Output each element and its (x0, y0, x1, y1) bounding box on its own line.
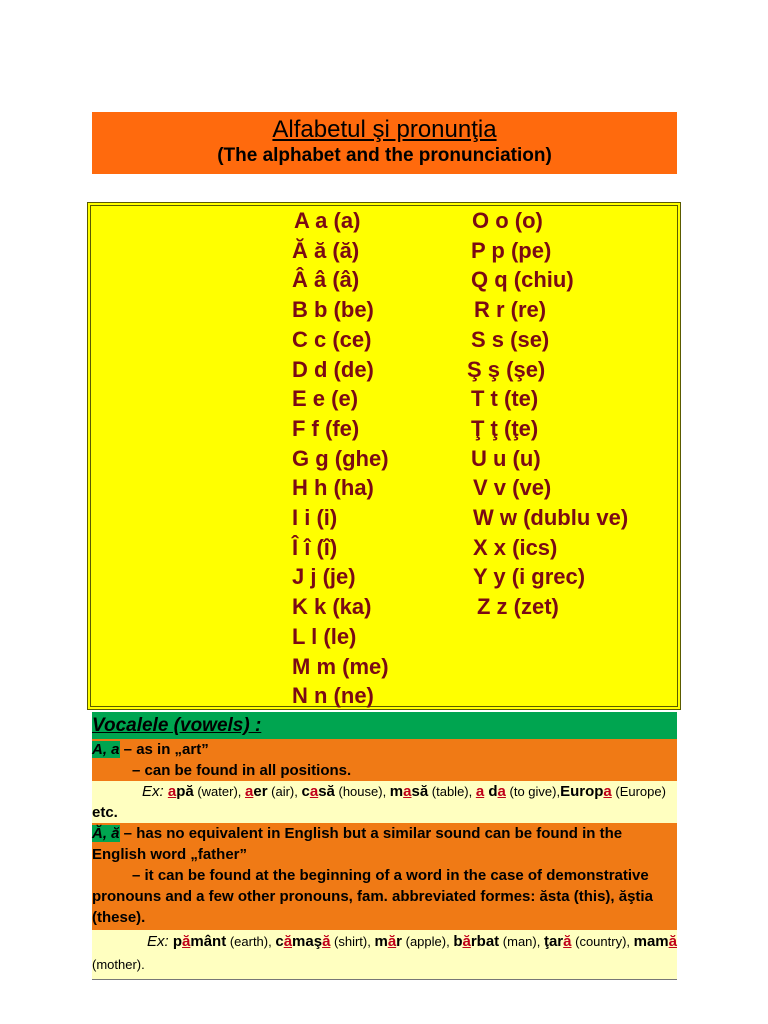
right-letter-1: P p (pe) (471, 237, 552, 263)
left-letter-8: G g (ghe) (292, 445, 389, 471)
a-example-4: a da (to give), (475, 783, 561, 800)
left-letter-1: Ă ă (ă) (292, 237, 360, 263)
vowel-a-description (92, 739, 677, 781)
left-letter-13: K k (ka) (292, 594, 372, 620)
left-letter-14: L l (le) (292, 623, 357, 649)
a-example-0: apă (water), (167, 783, 246, 800)
examples-label: Ex: (142, 783, 164, 800)
left-letter-5: D d (de) (292, 356, 374, 382)
left-letter-10: I i (i) (292, 505, 338, 530)
left-letter-16: N n (ne) (292, 683, 374, 709)
vowel-ab-description (92, 823, 677, 930)
left-letter-4: C c (ce) (292, 326, 372, 352)
left-letter-15: M m (me) (292, 653, 389, 679)
title-box (92, 112, 677, 174)
right-letter-13: Z z (zet) (477, 594, 559, 620)
ab-example-5: mamă (mother). (92, 933, 677, 972)
right-letter-5: Ş ş (şe) (467, 356, 546, 382)
left-letter-3: B b (be) (292, 297, 374, 323)
vowels-heading: Vocalele (vowels) : (92, 715, 262, 736)
right-letter-8: U u (u) (471, 445, 541, 471)
ab-example-2: măr (apple), (374, 933, 454, 950)
vowels-heading-bar (92, 712, 677, 739)
left-letter-9: H h (ha) (292, 475, 374, 501)
vowel-ab-examples (92, 930, 677, 979)
a-example-5: Europa (Europe) (560, 783, 666, 800)
right-letter-10: W w (dublu ve) (473, 505, 629, 530)
etc-text: etc. (92, 804, 118, 821)
vowel-a-desc: – as in „art” (119, 741, 209, 758)
left-letter-7: F f (fe) (292, 415, 360, 441)
divider (92, 979, 677, 980)
a-example-1: aer (air), (245, 783, 302, 800)
vowel-ab-desc2: – it can be found at the beginning of a word in the case of demonstrative pronouns and a few other pronouns, fam. abbreviated formes: ăsta (this), ăştia (these). (92, 867, 653, 926)
right-letter-7: Ţ ţ (ţe) (471, 415, 539, 441)
page-title: Alfabetul şi pronunţia (272, 116, 497, 143)
left-letter-2: Â â (â) (292, 267, 360, 293)
examples-label-2: Ex: (147, 933, 169, 950)
a-example-3: masă (table), (389, 783, 476, 800)
left-letter-6: E e (e) (292, 386, 359, 412)
left-letter-0: A a (a) (294, 208, 361, 233)
right-letter-2: Q q (chiu) (471, 267, 574, 293)
ab-example-0: pământ (earth), (172, 933, 276, 950)
vowel-ab-label: Ă, ă (92, 825, 120, 842)
alphabet-box (87, 202, 681, 710)
a-example-2: casă (house), (301, 783, 390, 800)
right-letter-12: Y y (i grec) (473, 564, 586, 590)
right-letter-6: T t (te) (471, 386, 539, 412)
right-letter-4: S s (se) (471, 326, 550, 352)
right-letter-0: O o (o) (472, 208, 543, 233)
page-subtitle: (The alphabet and the pronunciation) (217, 145, 552, 166)
ab-example-1: cămaşă (shirt), (275, 933, 375, 950)
ab-example-3: bărbat (man), (453, 933, 544, 950)
left-letter-11: Î î (î) (292, 534, 338, 560)
right-letter-3: R r (re) (474, 297, 547, 323)
vowel-a-label: A, a (92, 741, 120, 758)
vowel-a-examples (92, 781, 677, 823)
left-letter-12: J j (je) (292, 564, 356, 590)
right-letter-9: V v (ve) (473, 475, 552, 501)
vowel-ab-desc: – has no equivalent in English but a similar sound can be found in the English word „father” (92, 825, 623, 863)
vowel-a-positions: – can be found in all positions. (132, 762, 352, 779)
ab-example-4: ţară (country), (543, 933, 634, 950)
right-letter-11: X x (ics) (473, 534, 558, 560)
